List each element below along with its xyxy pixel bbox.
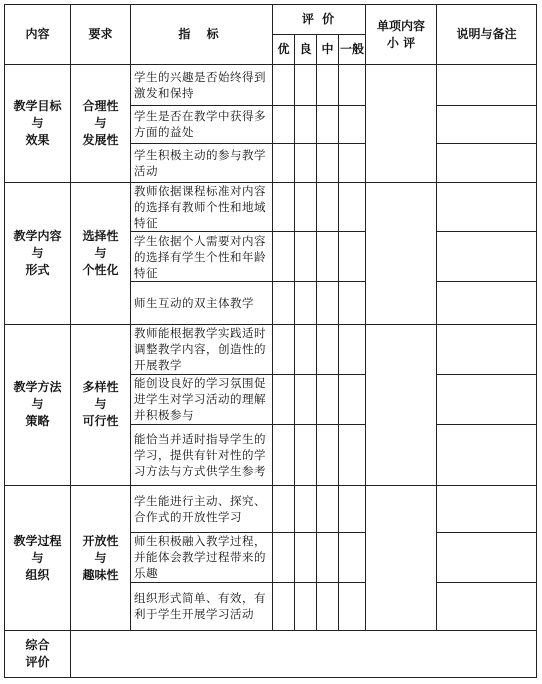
grade-input-cell[interactable] <box>317 65 339 106</box>
remarks-cell[interactable] <box>437 374 537 425</box>
grade-input-cell[interactable] <box>273 105 295 144</box>
header-single-item-score: 单项内容 小 评 <box>366 5 437 65</box>
grade-input-cell[interactable] <box>339 182 366 232</box>
grade-input-cell[interactable] <box>317 232 339 282</box>
remarks-cell[interactable] <box>437 144 537 183</box>
grade-input-cell[interactable] <box>317 324 339 374</box>
indicator-cell: 师生互动的双主体教学 <box>131 282 273 325</box>
section-requirement-cell: 选择性 与 个性化 <box>71 182 131 324</box>
grade-input-cell[interactable] <box>295 105 317 144</box>
indicator-cell: 师生积极融入教学过程，并能体会教学过程带来的乐趣 <box>131 532 273 582</box>
grade-input-cell[interactable] <box>295 65 317 106</box>
single-item-score-cell[interactable] <box>366 324 437 485</box>
header-indicator: 指 标 <box>131 5 273 65</box>
grade-input-cell[interactable] <box>295 182 317 232</box>
remarks-cell[interactable] <box>437 105 537 144</box>
grade-input-cell[interactable] <box>317 374 339 425</box>
single-item-score-cell[interactable] <box>366 182 437 324</box>
grade-input-cell[interactable] <box>339 374 366 425</box>
indicator-cell: 教师能根据教学实践适时调整教学内容，创造性的开展教学 <box>131 324 273 374</box>
grade-input-cell[interactable] <box>339 486 366 533</box>
remarks-cell[interactable] <box>437 232 537 282</box>
indicator-cell: 学生能进行主动、探究、合作式的开放性学习 <box>131 486 273 533</box>
grade-input-cell[interactable] <box>317 532 339 582</box>
section-requirement-cell: 开放性 与 趣味性 <box>71 486 131 631</box>
section-content-cell: 教学过程 与 组织 <box>5 486 71 631</box>
table-row <box>5 324 537 374</box>
indicator-cell: 学生依据个人需要对内容的选择有学生个性和年龄特征 <box>131 232 273 282</box>
remarks-cell[interactable] <box>437 486 537 533</box>
table-row <box>5 486 537 533</box>
section-content-cell: 教学方法 与 策略 <box>5 324 71 485</box>
evaluation-table <box>4 4 537 678</box>
header-content: 内容 <box>5 5 71 65</box>
grade-input-cell[interactable] <box>295 425 317 486</box>
grade-input-cell[interactable] <box>295 324 317 374</box>
grade-input-cell[interactable] <box>273 182 295 232</box>
header-requirement: 要求 <box>71 5 131 65</box>
grade-input-cell[interactable] <box>273 486 295 533</box>
summary-row <box>5 631 537 678</box>
grade-input-cell[interactable] <box>317 582 339 631</box>
grade-input-cell[interactable] <box>317 105 339 144</box>
single-item-score-cell[interactable] <box>366 65 437 183</box>
grade-input-cell[interactable] <box>339 232 366 282</box>
table-row <box>5 65 537 106</box>
grade-average: 一般 <box>339 35 366 65</box>
remarks-cell[interactable] <box>437 282 537 325</box>
grade-input-cell[interactable] <box>273 144 295 183</box>
indicator-cell: 能恰当并适时指导学生的学习，提供有针对性的学习方法与方式供学生参考 <box>131 425 273 486</box>
grade-input-cell[interactable] <box>295 144 317 183</box>
remarks-cell[interactable] <box>437 532 537 582</box>
grade-input-cell[interactable] <box>317 282 339 325</box>
grade-input-cell[interactable] <box>295 582 317 631</box>
remarks-cell[interactable] <box>437 324 537 374</box>
indicator-cell: 教师依据课程标准对内容的选择有教师个性和地域特征 <box>131 182 273 232</box>
remarks-cell[interactable] <box>437 182 537 232</box>
section-content-cell: 教学目标 与 效果 <box>5 65 71 183</box>
grade-input-cell[interactable] <box>295 282 317 325</box>
grade-input-cell[interactable] <box>339 65 366 106</box>
grade-input-cell[interactable] <box>295 486 317 533</box>
grade-input-cell[interactable] <box>273 374 295 425</box>
indicator-cell: 组织形式简单、有效，有利于学生开展学习活动 <box>131 582 273 631</box>
indicator-cell: 能创设良好的学习氛围促进学生对学习活动的理解并积极参与 <box>131 374 273 425</box>
grade-input-cell[interactable] <box>317 425 339 486</box>
grade-medium: 中 <box>317 35 339 65</box>
grade-excellent: 优 <box>273 35 295 65</box>
grade-input-cell[interactable] <box>295 374 317 425</box>
remarks-cell[interactable] <box>437 65 537 106</box>
summary-label: 综合 评价 <box>5 631 71 678</box>
table-row <box>5 182 537 232</box>
grade-input-cell[interactable] <box>339 532 366 582</box>
header-evaluation: 评 价 <box>273 5 366 35</box>
grade-input-cell[interactable] <box>295 232 317 282</box>
grade-input-cell[interactable] <box>273 582 295 631</box>
grade-input-cell[interactable] <box>273 425 295 486</box>
single-item-score-cell[interactable] <box>366 486 437 631</box>
grade-input-cell[interactable] <box>273 324 295 374</box>
grade-input-cell[interactable] <box>273 532 295 582</box>
indicator-cell: 学生是否在教学中获得多方面的益处 <box>131 105 273 144</box>
header-remarks: 说明与备注 <box>437 5 537 65</box>
grade-input-cell[interactable] <box>339 105 366 144</box>
section-content-cell: 教学内容 与 形式 <box>5 182 71 324</box>
grade-input-cell[interactable] <box>317 486 339 533</box>
remarks-cell[interactable] <box>437 582 537 631</box>
grade-input-cell[interactable] <box>273 232 295 282</box>
indicator-cell: 学生积极主动的参与教学活动 <box>131 144 273 183</box>
grade-input-cell[interactable] <box>317 182 339 232</box>
remarks-cell[interactable] <box>437 425 537 486</box>
summary-evaluation-cell[interactable] <box>71 631 537 678</box>
grade-input-cell[interactable] <box>339 282 366 325</box>
section-requirement-cell: 多样性 与 可行性 <box>71 324 131 485</box>
grade-input-cell[interactable] <box>339 425 366 486</box>
grade-good: 良 <box>295 35 317 65</box>
grade-input-cell[interactable] <box>339 324 366 374</box>
grade-input-cell[interactable] <box>317 144 339 183</box>
section-requirement-cell: 合理性 与 发展性 <box>71 65 131 183</box>
indicator-cell: 学生的兴趣是否始终得到激发和保持 <box>131 65 273 106</box>
grade-input-cell[interactable] <box>273 65 295 106</box>
grade-input-cell[interactable] <box>273 282 295 325</box>
grade-input-cell[interactable] <box>339 582 366 631</box>
grade-input-cell[interactable] <box>339 144 366 183</box>
grade-input-cell[interactable] <box>295 532 317 582</box>
